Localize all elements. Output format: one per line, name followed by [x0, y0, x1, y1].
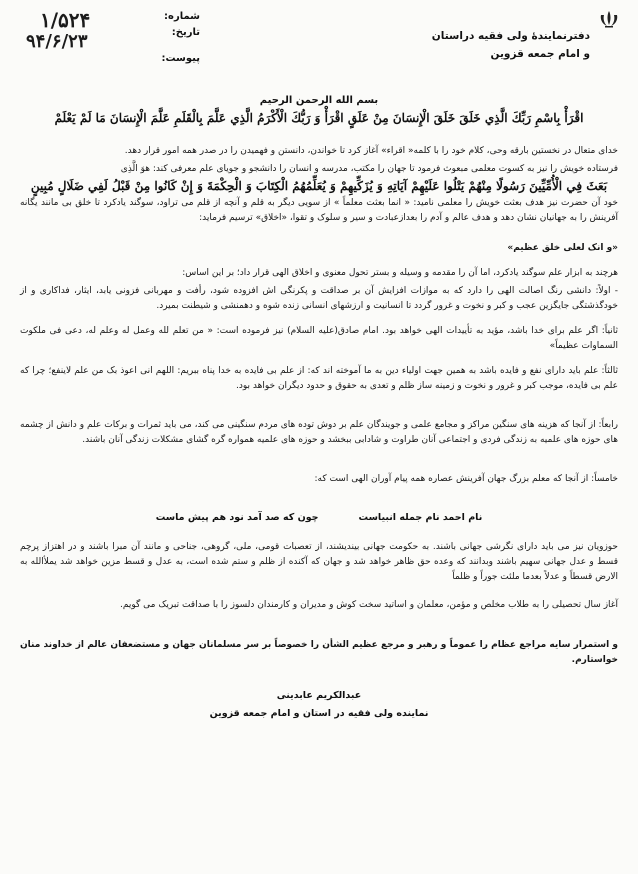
paragraph-6: ثانیاً: اگر علم برای خدا باشد، مؤید به تأییدات الهی خواهد بود. امام صادق(علیه السلام) نیز فرموده است: « من تعلم لله وعمل له وعلم له، دعی فی ملکوت السماوات عظیماً» [20, 326, 618, 351]
letter-date: ۹۴/۶/۲۳ [26, 31, 88, 52]
date-label: تاریخ: [171, 26, 200, 38]
letterhead [420, 8, 620, 68]
iran-emblem-icon [598, 10, 620, 28]
poem-hemistich-2: چون که صد آمد نود هم پیش ماست [155, 512, 319, 523]
paragraph-12: و استمرار سایه مراجع عظام را عموماً و رهبر و مرجع عظیم الشأن را خصوصاً بر سر مسلمانان جهان و مستضعفان عالم از خداوند منان خواستارم. [20, 640, 618, 665]
paragraph-2: فرستاده خویش را نیز به کسوت معلمی مبعوث فرمود تا جهان را مکتب، مدرسه و انسان را دانشجو و جویای علم معرفی کند: هوَ الَّذِی [120, 164, 618, 174]
poem-couplet [0, 512, 638, 523]
paragraph-1: خدای متعال در نخستین بارقه وحی، کلام خود را با کلمه« اقراء» آغاز کرد تا خواندن، دانستن و فهمیدن را در صدر همه امور قرار دهد. [124, 146, 618, 156]
number-label: شماره: [164, 10, 200, 22]
paragraph-7: ثالثاً: علم باید دارای نفع و فایده باشد به همین جهت اولیاء دین به ما آموخته اند که: از علم بی فایده به خدا پناه ببریم: اللهم انی اعوذ بک من علم لاینفع؛ چرا که علم بی فایده، موجب کبر و غرور و نخوت و زمینه ساز ظلم و تعدی به حقوق و حدود دیگران خواهد بود. [20, 366, 618, 391]
verse-second: بَعَثَ فِي الْأُمِّيِّينَ رَسُولًا مِنْهُمْ يَتْلُوا عَلَيْهِمْ آيَاتِهِ وَ يُزَكِّيهِمْ وَ يُعَلِّمُهُمُ الْكِتَابَ وَ الْحِكْمَةَ وَ إِنْ كَانُوا مِنْ قَبْلُ لَفِي ضَلَالٍ مُبِينٍ [30, 179, 608, 193]
paragraph-3: خود آن حضرت نیز هدف بعثت خویش را معلمی نامید: « انما بعثت معلماً » از سویی دیگر به قلم و آنچه از قلم می تراود، سوگند یادکرد تا خلق بی مانند یگانه آفرینش را به جهانیان نشان دهد و هدف عالم و آدم را بعدازعبادت و سیر و سلوک و تقوا، «اخلاق» ترسیم فرماید: [20, 198, 618, 223]
bismillah: بسم الله الرحمن الرحیم [259, 95, 379, 106]
paragraph-10: حوزویان نیز می باید دارای نگرشی جهانی باشند. به حکومت جهانی بیندیشند، از تعصبات قومی، ملی، گروهی، جناحی و مانند آن مبرا باشند و در اهتزاز پرچم قسط و عدل جهانی سهیم باشند وبدانند که وعده حق ظاهر خواهد شد و جهان که آکنده از ظلم و ستم شده است، به عدل و قسط مزین خواهد شد یملأالله به الارض قسطاً و عدلاً بعدما ملئت جوراً و ظلماً [20, 542, 618, 582]
attachment-label: پیوست: [161, 52, 200, 64]
signature-title: نماینده ولی فقیه در استان و امام جمعه قزوین [209, 708, 429, 719]
paragraph-3-quote: «و انک لعلی خلق عظیم» [507, 243, 618, 253]
office-name-line1: دفترنمایندهٔ ولی فقیه دراستان [431, 30, 590, 42]
paragraph-11: آغاز سال تحصیلی را به طلاب مخلص و مؤمن، معلمان و اساتید سخت کوش و مدیران و کارمندان دلسوز را با صداقت تبریک می گویم. [120, 600, 618, 610]
signature-name: عبدالکریم عابدینی [276, 690, 362, 701]
paragraph-9: خامساً: از آنجا که معلم بزرگ جهان آفرینش عصاره همه پیام آوران الهی است که: [314, 474, 618, 484]
verse-opening: اقْرَأْ بِاسْمِ رَبِّكَ الَّذِي خَلَقَ خَلَقَ الْإِنسَانَ مِنْ عَلَقٍ اقْرَأْ وَ رَبُّكَ الْأَكْرَمُ الَّذِي عَلَّمَ بِالْقَلَمِ عَلَّمَ الْإِنسَانَ مَا لَمْ يَعْلَمْ [54, 111, 584, 125]
letter-number: ۱/۵۲۴ [40, 8, 91, 32]
paragraph-5: - اولاً: دانشی رنگ اصالت الهی را دارد که به موازات افزایش آن بر صداقت و پکرنگی اش افزوده شود، رأفت و مهربانی فزونی یابد، ایثار، فداکاری و از خودگذشتگی جایگزین عجب و کبر و نخوت و غرور گردد تا انسانیت و ارزشهای انسانی زنده شوه و دهمنشی و شیطنت بمیرد. [20, 286, 618, 311]
paragraph-4: هرچند به ابزار علم سوگند یادکرد، اما آن را مقدمه و وسیله و بستر تحول معنوی و اخلاق الهی قرار داد؛ بر این اساس: [182, 268, 618, 278]
poem-hemistich-1: نام احمد نام جمله انبیاست [358, 512, 483, 523]
office-name-line2: و امام جمعه قزوین [490, 48, 590, 60]
paragraph-8: رابعاً: از آنجا که هزینه های سنگین مراکز و مجامع علمی و جویندگان علم بر دوش توده های مردم سنگینی می کند، می باید ثمرات و برکات علم و دانش از چشمه های حوزه های علمیه به زندگی فردی و اجتماعی آنان طراوت و شادابی ببخشد و حوزه های علمیه همواره گره گشای مشکلات زندگی آنان باشند. [20, 420, 618, 445]
